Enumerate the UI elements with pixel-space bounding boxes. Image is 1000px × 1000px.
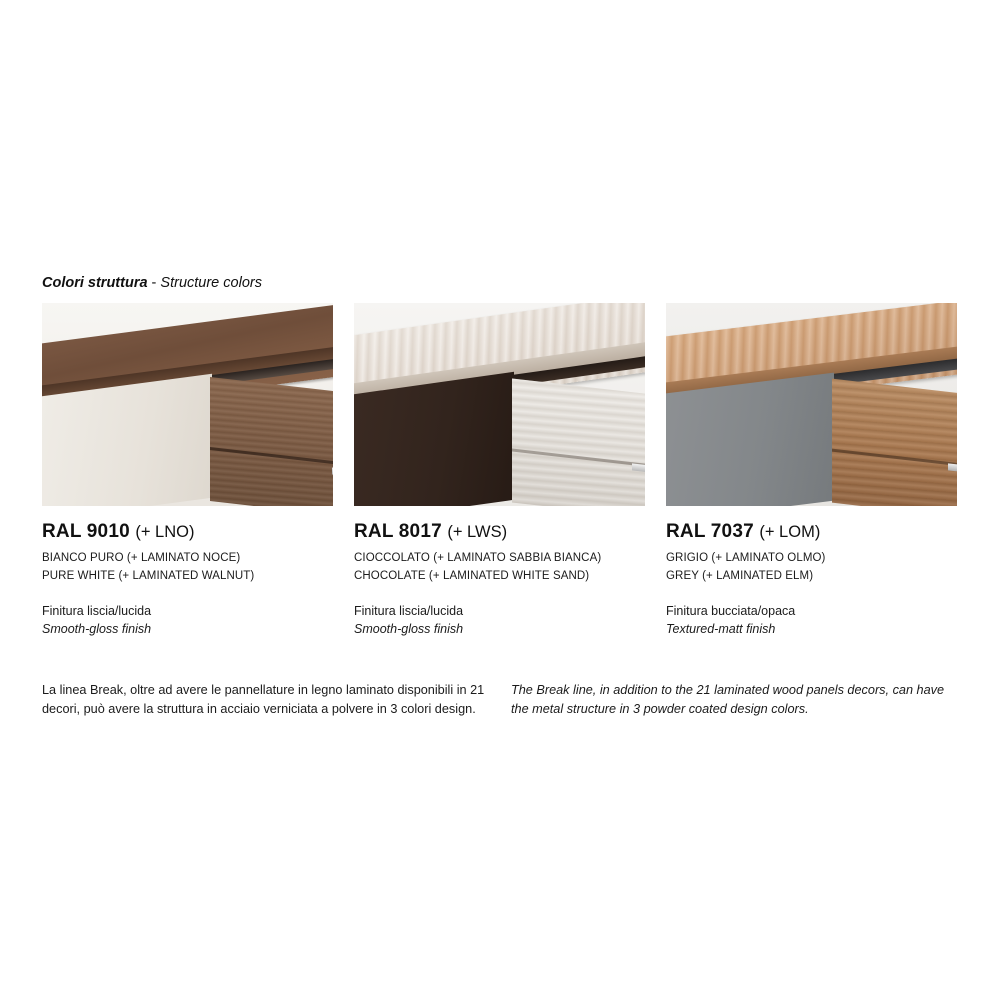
color-swatch-card-ral-7037 (666, 303, 957, 638)
swatch-caption (354, 506, 645, 638)
swatch-description (42, 550, 333, 585)
swatch-name-italian: GRIGIO (+ LAMINATO OLMO) (666, 552, 826, 565)
ral-code: RAL 9010 (42, 521, 130, 543)
swatch-name-italian: BIANCO PURO (+ LAMINATO NOCE) (42, 552, 241, 565)
ral-code: RAL 7037 (666, 521, 754, 543)
color-swatch-row (42, 303, 958, 638)
section-heading-italian: Colori struttura (42, 275, 148, 291)
ral-code-line (354, 521, 645, 543)
ral-code-line (666, 521, 957, 543)
swatch-finish (666, 602, 957, 638)
product-photo-ral-9010 (42, 303, 333, 506)
product-photo-ral-8017 (354, 303, 645, 506)
swatch-description (354, 550, 645, 585)
finish-italian: Finitura liscia/lucida (42, 604, 152, 619)
swatch-description (666, 550, 957, 585)
finish-english: Textured-matt finish (666, 622, 776, 637)
ral-code: RAL 8017 (354, 521, 442, 543)
elm-drawer-front (832, 379, 957, 506)
footer-note-english: The Break line, in addition to the 21 laminated wood panels decors, can have the metal structure in 3 powder coated design colors. (511, 683, 945, 717)
ral-code-suffix: (+ LWS) (447, 523, 508, 542)
white-structure-panel (42, 374, 212, 506)
finish-italian: Finitura liscia/lucida (354, 604, 464, 619)
swatch-name-italian: CIOCCOLATO (+ LAMINATO SABBIA BIANCA) (354, 552, 602, 565)
swatch-name-english: PURE WHITE (+ LAMINATED WALNUT) (42, 569, 255, 582)
section-heading-separator: - (147, 275, 161, 291)
swatch-caption (42, 506, 333, 638)
walnut-drawer-front (210, 377, 333, 506)
product-photo-ral-7037 (666, 303, 957, 506)
finish-english: Smooth-gloss finish (42, 622, 152, 637)
swatch-name-english: GREY (+ LAMINATED ELM) (666, 569, 814, 582)
ral-code-suffix: (+ LOM) (759, 523, 821, 542)
finish-english: Smooth-gloss finish (354, 622, 464, 637)
footer-note (42, 681, 958, 719)
finish-italian: Finitura bucciata/opaca (666, 604, 796, 619)
ral-code-line (42, 521, 333, 543)
section-heading-english: Structure colors (160, 275, 262, 291)
white-sand-drawer-front (512, 379, 645, 507)
chocolate-structure-panel (354, 372, 514, 506)
swatch-caption (666, 506, 957, 638)
grey-structure-panel (666, 373, 834, 506)
swatch-name-english: CHOCOLATE (+ LAMINATED WHITE SAND) (354, 569, 590, 582)
footer-note-italian: La linea Break, oltre ad avere le pannellature in legno laminato disponibili in 21 decori, può avere la struttura in acciaio verniciata a polvere in 3 colori design. (42, 683, 485, 717)
swatch-finish (354, 602, 645, 638)
swatch-finish (42, 602, 333, 638)
section-heading (42, 275, 958, 292)
color-swatch-card-ral-8017 (354, 303, 645, 638)
ral-code-suffix: (+ LNO) (135, 523, 195, 542)
color-swatch-card-ral-9010 (42, 303, 333, 638)
structure-colors-section (42, 275, 958, 719)
